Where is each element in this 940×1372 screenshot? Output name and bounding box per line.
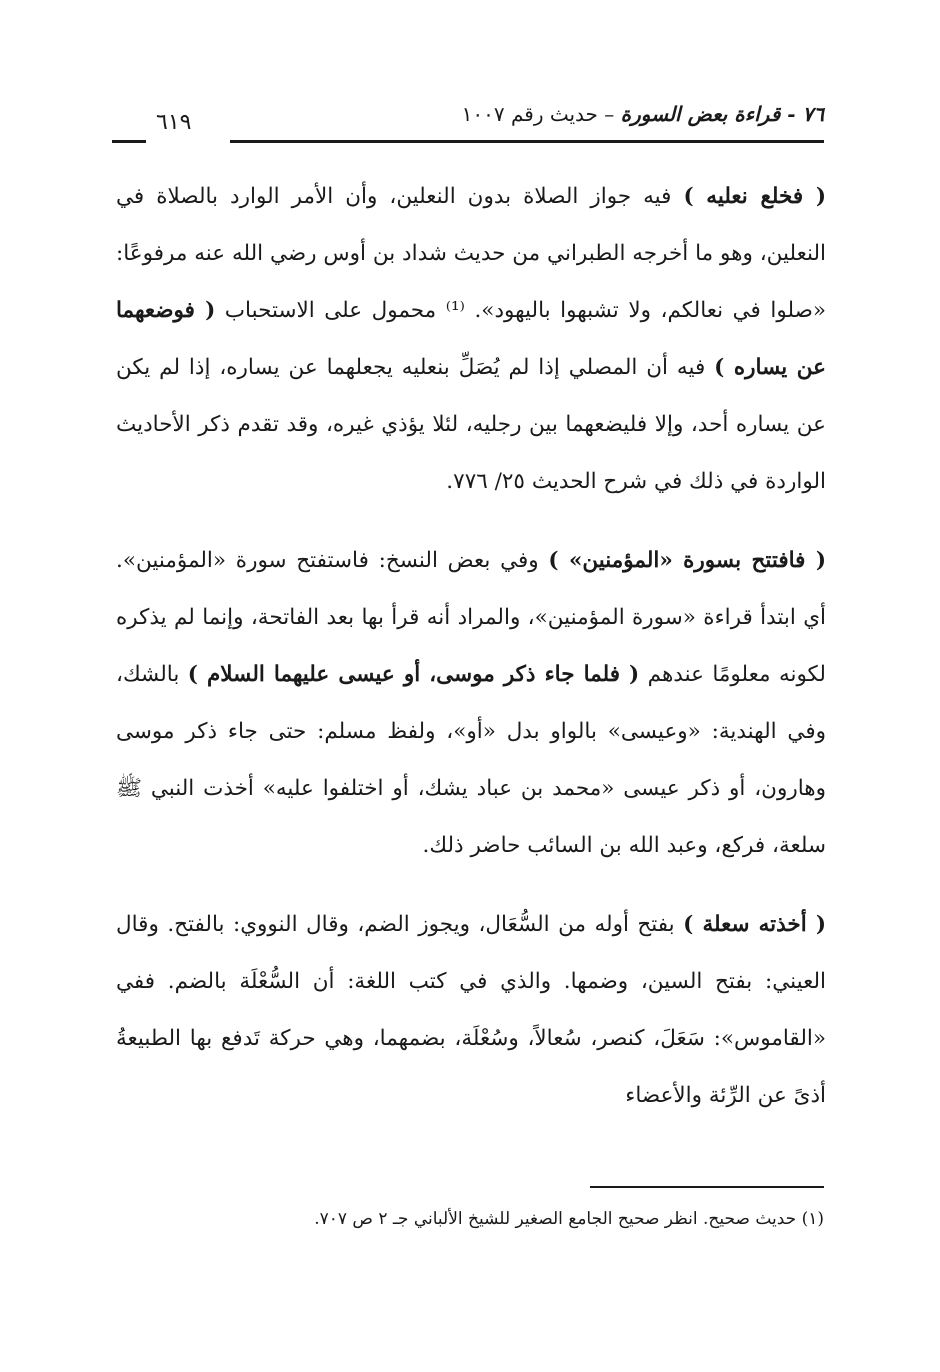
bold-phrase: ( أخذته سعلة ) — [683, 912, 826, 937]
chapter-title: ٧٦ - قراءة بعض السورة — [620, 102, 824, 126]
footnote-separator — [590, 1186, 824, 1188]
paragraph-3 — [116, 896, 826, 1124]
page-number: ٦١٩ — [156, 110, 192, 135]
page-header — [112, 96, 824, 156]
header-rule-short — [112, 140, 146, 143]
running-head — [462, 102, 824, 126]
hadith-reference: – حديث رقم ١٠٠٧ — [461, 102, 621, 126]
header-rule — [230, 140, 824, 143]
body-text — [116, 168, 826, 1146]
text-run: فيه أن المصلي إذا لم يُصَلِّ بنعليه يجعلهما عن يساره، إذا لم يكن عن يساره أحد، وإلا فليضعهما بين رجليه، لئلا يؤذي غيره، وقد تقدم ذكر الأحاديث الواردة في ذلك في شرح الحديث ٢٥/ ٧٧٦. — [116, 355, 826, 494]
text-run: بفتح أوله من السُّعَال، ويجوز الضم، وقال النووي: بالفتح. وقال العيني: بفتح السين، وضمها. والذي في كتب اللغة: أن السُّعْلَة بالضم. ففي «القاموس»: سَعَلَ، كنصر، سُعالاً، وسُعْلَة، بضمهما، وهي حركة تَدفع بها الطبيعةُ أذىً عن الرِّئة والأعضاء — [116, 912, 826, 1108]
bold-phrase: ( فافتتح بسورة «المؤمنين» ) — [548, 548, 826, 573]
bold-phrase: ( فوضعهما عن يساره ) — [116, 298, 826, 380]
paragraph-2 — [116, 532, 826, 874]
bold-phrase: ( فلما جاء ذكر موسى، أو عيسى عليهما السلام ) — [187, 662, 640, 687]
text-run: وفي بعض النسخ: فاستفتح سورة «المؤمنين». أي ابتدأ قراءة «سورة المؤمنين»، والمراد أنه قرأ بها بعد الفاتحة، وإنما لم يذكره لكونه معلومًا عندهم — [116, 548, 826, 687]
text-run: بالشك، وفي الهندية: «وعيسى» بالواو بدل «أو»، ولفظ مسلم: حتى جاء ذكر موسى وهارون، أو ذكر عيسى «محمد بن عباد يشك، أو اختلفوا عليه» أخذت النبي ﷺ سلعة، فركع، وعبد الله بن السائب حاضر ذلك. — [116, 662, 826, 858]
bold-phrase: ( فخلع نعليه ) — [683, 184, 826, 209]
paragraph-1 — [116, 168, 826, 510]
text-run: فيه جواز الصلاة بدون النعلين، وأن الأمر الوارد بالصلاة في النعلين، وهو ما أخرجه الطبراني من حديث شداد بن أوس رضي الله عنه مرفوعًا: «صلوا في نعالكم، ولا تشبهوا باليهود». ⁽¹⁾ محمول على الاستحباب — [116, 184, 826, 323]
footnote: (١) حديث صحيح. انظر صحيح الجامع الصغير للشيخ الألباني جـ ٢ ص ٧٠٧. — [314, 1209, 824, 1229]
